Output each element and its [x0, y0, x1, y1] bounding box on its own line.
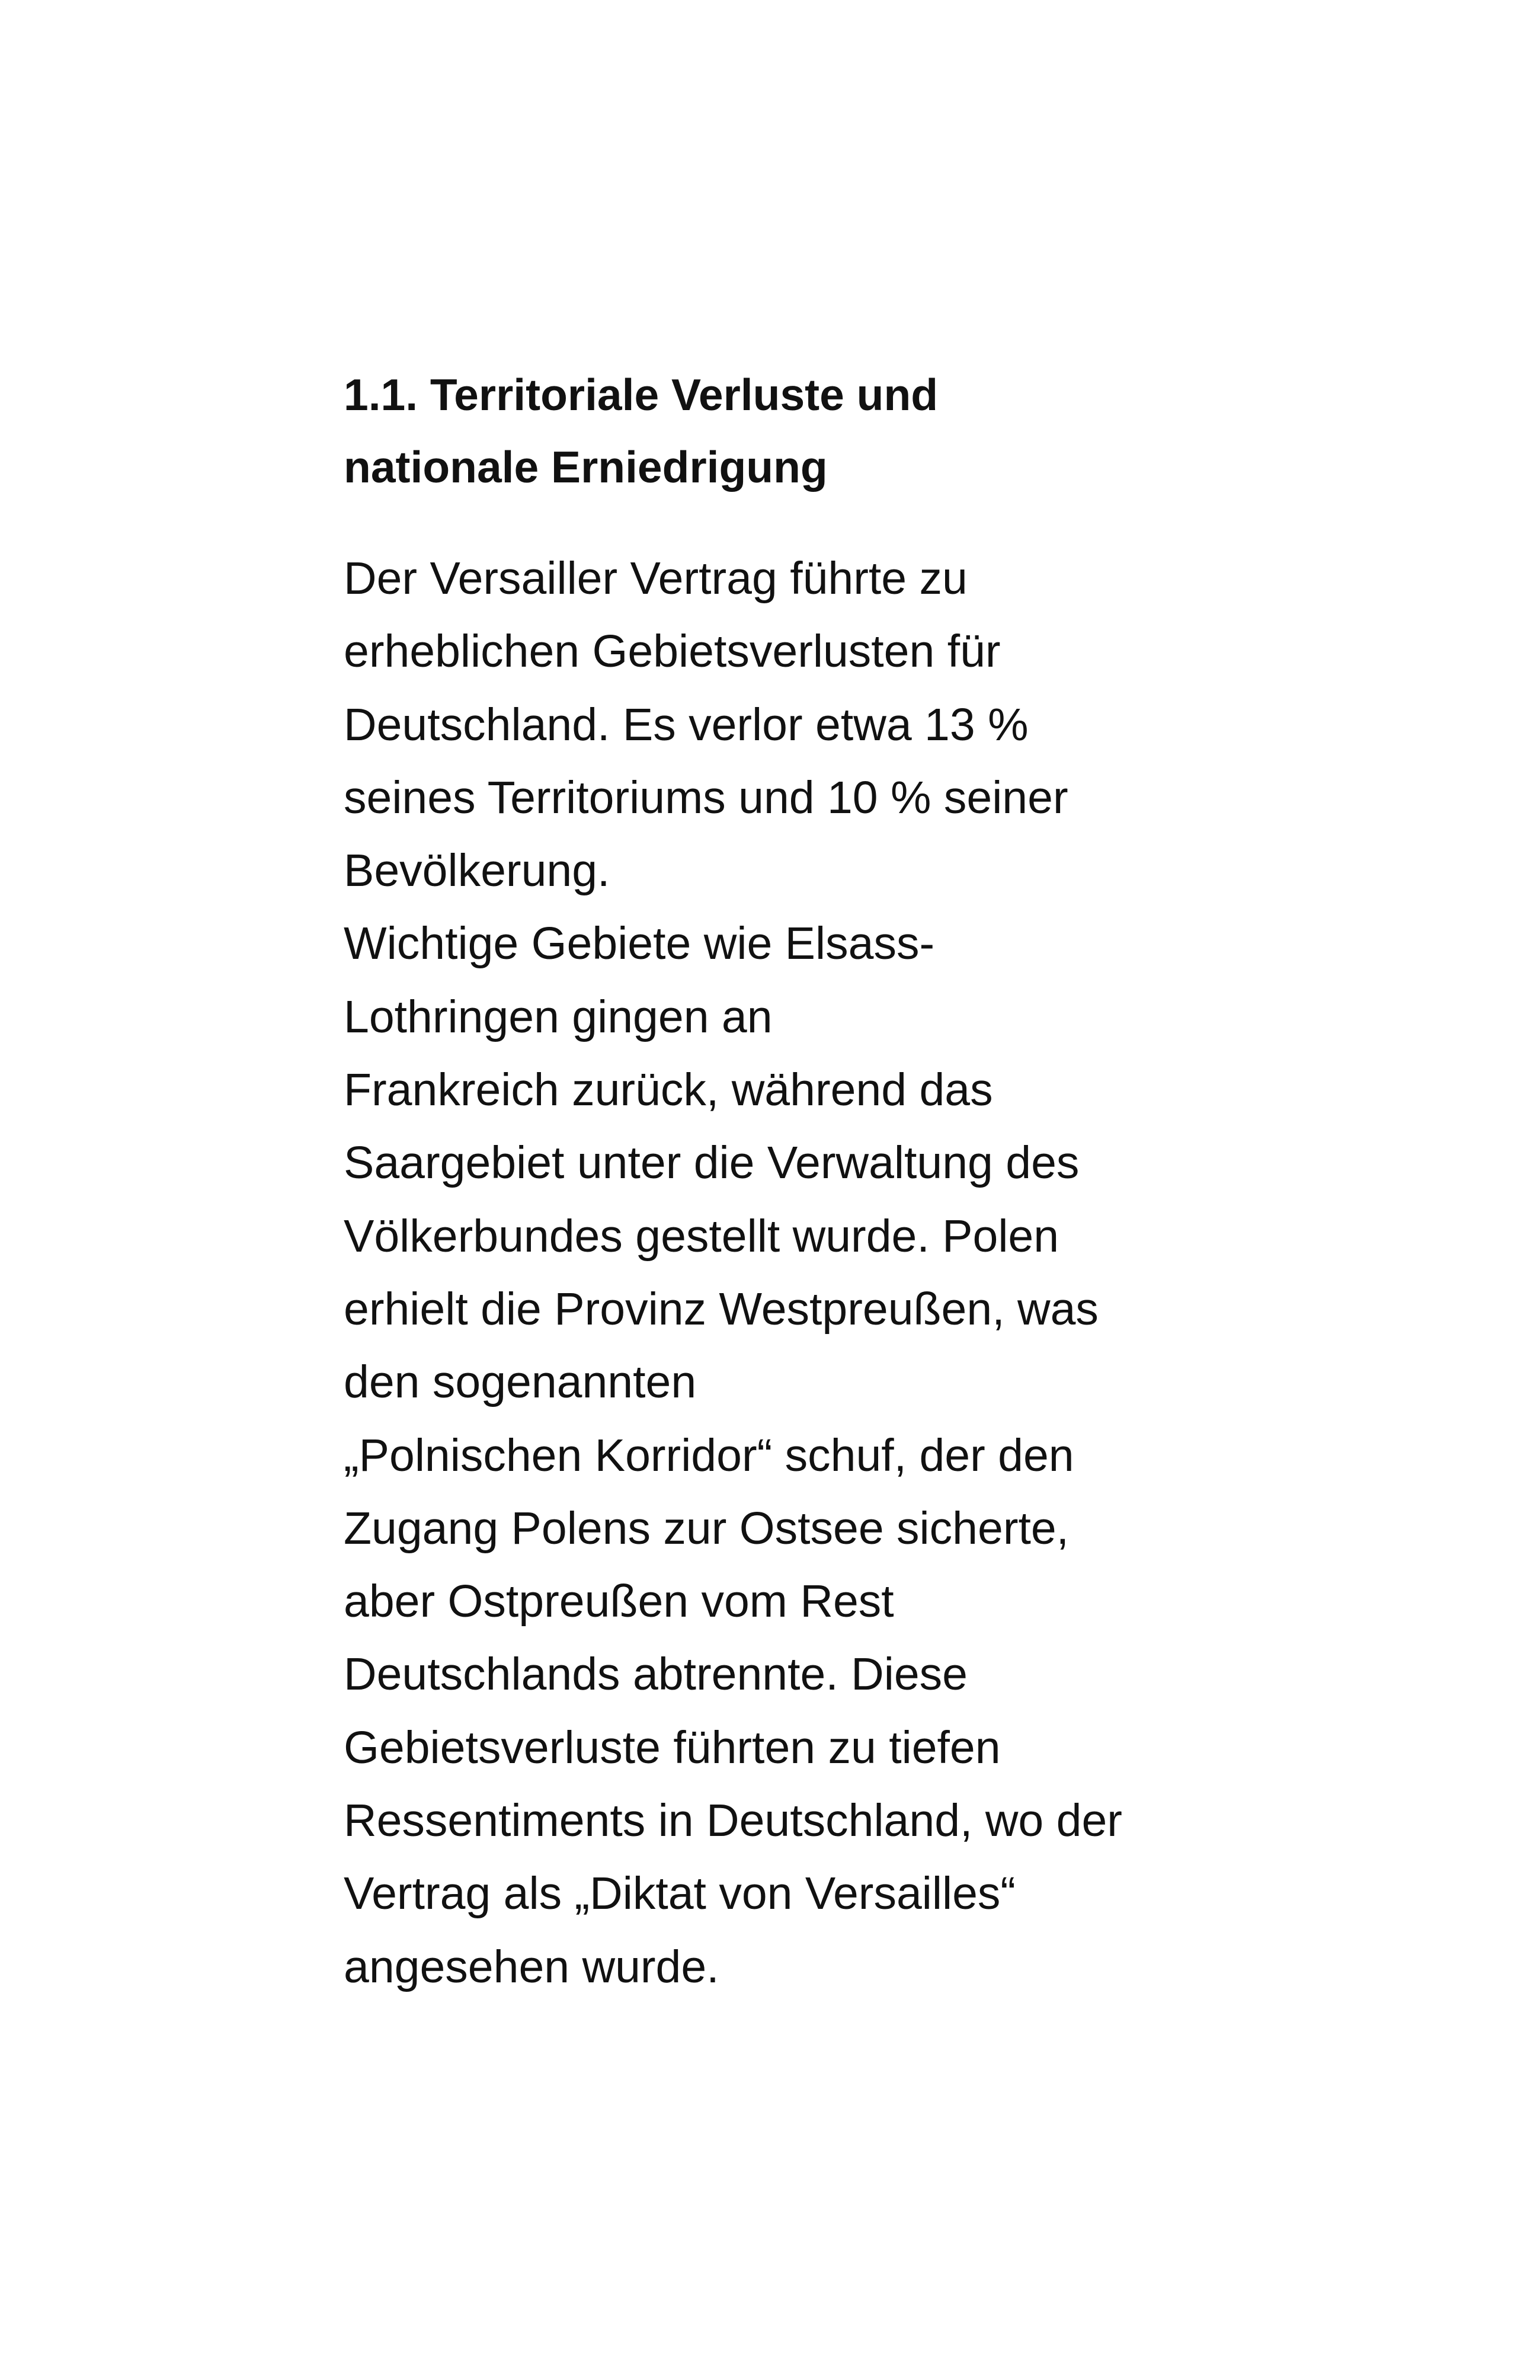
- text-line: Bevölkerung.: [344, 845, 610, 897]
- text-line: Zugang Polens zur Ostsee sicherte,: [344, 1502, 1070, 1554]
- text-line: Völkerbundes gestellt wurde. Polen: [344, 1210, 1059, 1262]
- text-line: Frankreich zurück, während das: [344, 1064, 993, 1116]
- text-line: erheblichen Gebietsverlusten für: [344, 626, 1001, 677]
- text-line: Vertrag als „Diktat von Versailles“: [344, 1868, 1016, 1920]
- text-line: Wichtige Gebiete wie Elsass-: [344, 918, 935, 970]
- body-paragraph: [344, 542, 1122, 2004]
- heading-line: nationale Erniedrigung: [344, 442, 828, 492]
- text-line: Gebietsverluste führten zu tiefen: [344, 1722, 1001, 1773]
- heading-line: 1.1. Territoriale Verluste und: [344, 370, 939, 420]
- text-line: Der Versailler Vertrag führte zu: [344, 553, 968, 604]
- text-line: Deutschland. Es verlor etwa 13 %: [344, 699, 1029, 750]
- text-line: Deutschlands abtrennte. Diese: [344, 1649, 968, 1700]
- text-line: „Polnischen Korridor“ schuf, der den: [344, 1429, 1074, 1481]
- text-line: Saargebiet unter die Verwaltung des: [344, 1137, 1080, 1189]
- text-line: seines Territoriums und 10 % seiner: [344, 772, 1068, 823]
- text-line: Ressentiments in Deutschland, wo der: [344, 1795, 1122, 1847]
- text-line: den sogenannten: [344, 1357, 697, 1408]
- text-line: aber Ostpreußen vom Rest: [344, 1576, 894, 1627]
- text-line: Lothringen gingen an: [344, 991, 773, 1042]
- text-line: erhielt die Provinz Westpreußen, was: [344, 1283, 1099, 1335]
- section-heading: [344, 359, 938, 503]
- text-line: angesehen wurde.: [344, 1941, 719, 1992]
